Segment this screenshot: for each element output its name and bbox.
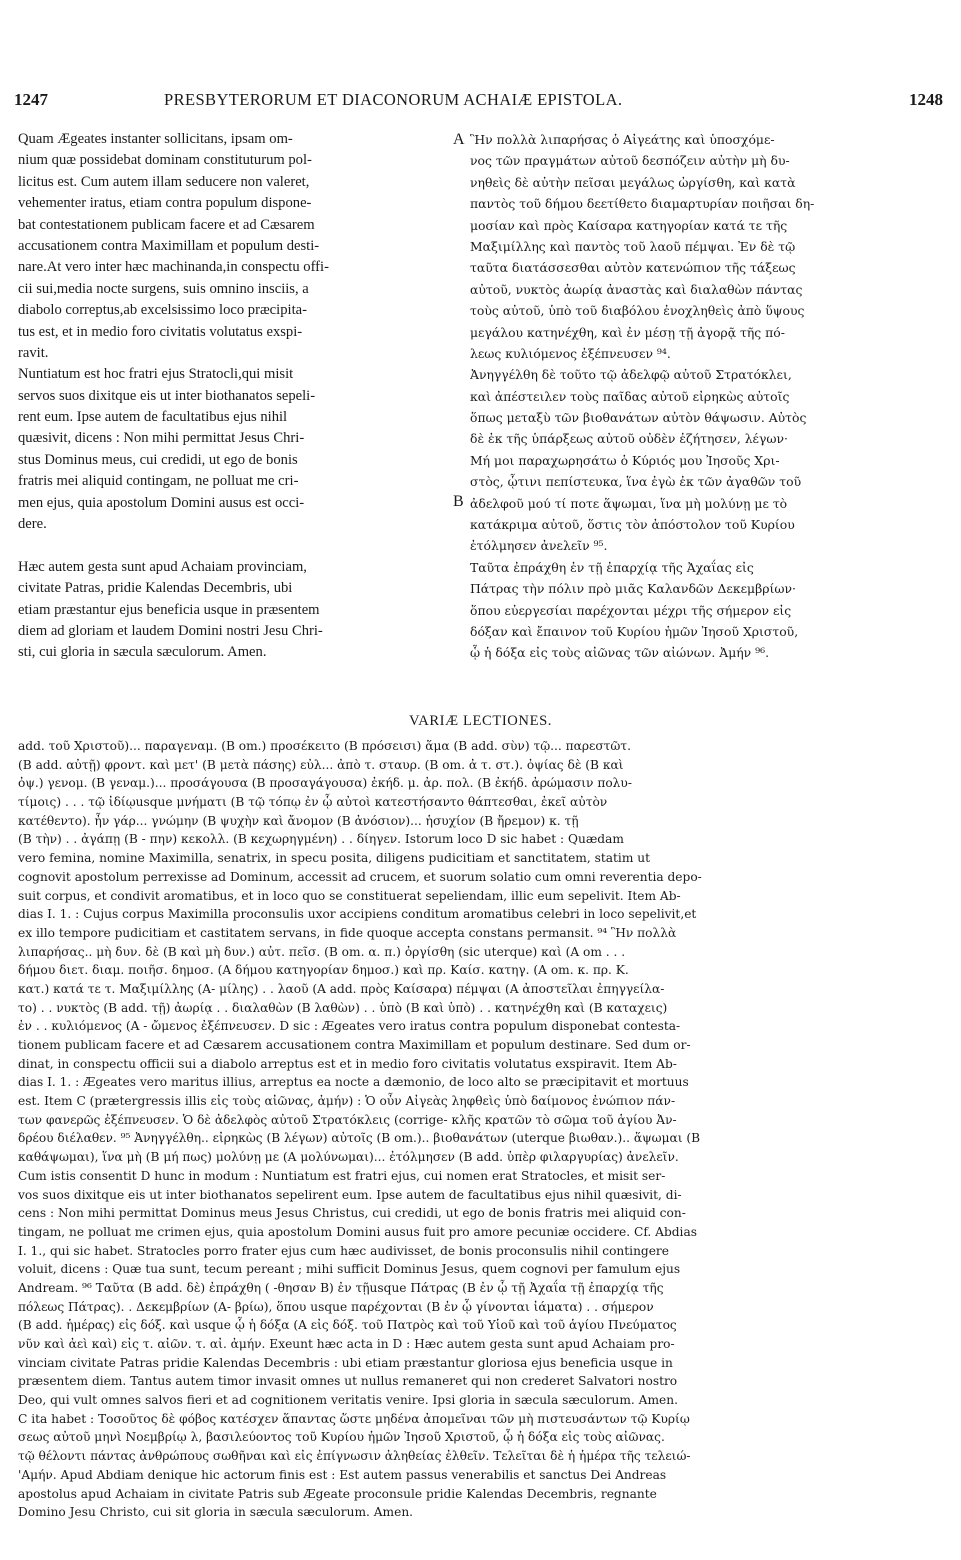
latin-text-line: Quam Ægeates instanter sollicitans, ipsam om- (18, 131, 293, 147)
variant-reading-line: præsentem diem. Tantus autem timor invasit omnes ut nullus remaneret qui non crederet Salvatori nostro (18, 1374, 678, 1389)
variant-reading-line: vinciam civitate Patras pridie Kalendas Decembris : ubi etiam præstantur gloriosa ejus beneficia usque in (18, 1355, 673, 1370)
latin-column (18, 129, 448, 664)
latin-text-line: vehementer iratus, etiam contra populum dispone- (18, 195, 312, 212)
page-number-left: 1247 (14, 90, 48, 109)
greek-text-line: Ταῦτα ἐπράχθη ἐν τῇ ἐπαρχίᾳ τῆς Ἀχαΐας εἰς (470, 559, 754, 575)
greek-text-line: δὲ ἐκ τῆς ὑπάρξεως αὐτοῦ οὐδὲν ἐζήτησεν, λέγων· (470, 431, 788, 447)
section-marker-b: B (453, 493, 464, 510)
greek-text-line: τοὺς αὐτοῦ, ὑπὸ τοῦ διαβόλου ἐνοχληθεὶς ἀπὸ ὕψους (470, 303, 805, 319)
variant-reading-line: vero femina, nomine Maximilla, senatrix, in specu posita, diligens pudicitiam et sanctitatem, statim ut (18, 851, 651, 866)
variant-reading-line: suit corpus, et condivit aromatibus, et in loco quo se constituerat sepeliendam, illic eum sepelivit. Item Ab- (18, 888, 681, 903)
latin-text-line: sti, cui gloria in sæcula sæculorum. Amen. (18, 644, 267, 661)
variant-reading-line: tingam, ne polluat me crimen ejus, quia apostolum Domini ausus fuit pro amore pecuniæ occidere. Cf. Abdias (18, 1224, 697, 1239)
variant-reading-line: δρέου διέλαθεν. ⁹⁵ Ἀνηγγέλθη.. εἰρηκὼς (B λέγων) αὐτοῖς (B om.).. βιοθανάτων (uterque βιωθαν.).. ἅψωμαι (B (18, 1131, 701, 1146)
variant-reading-line: κατέθεντο). ἦν γάρ... γνώμην (B ψυχὴν καὶ ἄνομον (B ἀνόσιον)... ἡσυχίον (B ἤρεμον) κ. τῇ (18, 813, 579, 828)
variant-reading-line: add. τοῦ Χριστοῦ)... παραγεναμ. (B om.) προσέκειτο (B πρόσεισι) ἅμα (B add. σὺν) τῷ... παρεστῶτ. (18, 739, 631, 753)
latin-text-line: ravit. (18, 344, 49, 361)
variant-reading-line: ὀψ.) γενομ. (B γεναμ.)... προσάγουσα (B προσαγάγουσα) ἐκήδ. μ. ἀρ. πολ. (B ἐκήδ. ἀρώμασιν πολυ- (18, 776, 632, 791)
greek-text-line: Ἀνηγγέλθη δὲ τοῦτο τῷ ἀδελφῷ αὐτοῦ Στρατόκλει, (470, 367, 792, 383)
greek-text-line: ταῦτα διατάσσεσθαι αὐτὸν κατενώπιον τῆς τάξεως (470, 260, 796, 276)
greek-text-line: ἀδελφοῦ μού τί ποτε ἅψωμαι, ἵνα μὴ μολύνῃ με τὸ (470, 495, 788, 511)
variant-reading-line: πόλεως Πάτρας). . Δεκεμβρίων (A- βρίω), ὅπου usque παρέχονται (B ἐν ᾧ γίνονται ἰάματα) . . σήμερον (18, 1299, 654, 1314)
latin-text-line: dere. (18, 516, 47, 533)
greek-text-line: ᾧ ἡ δόξα εἰς τοὺς αἰῶνας τῶν αἰώνων. Ἀμήν ⁹⁶. (470, 645, 770, 661)
latin-text-line: tus est, et in medio foro civitatis volutatus exspi- (18, 323, 303, 340)
variant-reading-line: (B add. αὐτῇ) φροντ. καὶ μετ' (B μετὰ πάσης) εὐλ... ἀπὸ τ. σταυρ. (B om. ἀ τ. στ.). ὀψίας δὲ (B καὶ (18, 757, 624, 772)
greek-text-line: μοσίαν καὶ πρὸς Καίσαρα κατηγορίαν κατά τε τῆς (470, 217, 788, 233)
variant-reading-line: Andream. ⁹⁶ Ταῦτα (B add. δὲ) ἐπράχθη ( -θησαν B) ἐν τῇusque Πάτρας (B ἐν ᾧ τῇ Ἀχαΐα τῇ ἐπαρχίᾳ τῆς (18, 1280, 664, 1295)
variant-reading-line: ex illo tempore pudicitiam et castitatem servans, in fide quoque accepta constans permansit. ⁹⁴ Ἣν πολλὰ (18, 925, 677, 940)
variant-reading-line: Deo, qui vult omnes salvos fieri et ad cognitionem veritatis venire. Ipsi gloria in sæcula sæculorum. Amen. (18, 1393, 678, 1408)
variant-reading-line: dias I. 1. : Ægeates vero maritus illius, arreptus ea nocte a dæmonio, de loco alto se præcipitavit et mortuus (18, 1075, 689, 1090)
variant-reading-line: ἐν . . κυλιόμενος (A - ὤμενος ἐξέπνευσεν. D sic : Ægeates vero iratus contra populum disponebat contesta- (18, 1019, 681, 1034)
variant-reading-line: καθάψωμαι), ἵνα μὴ (B μή πως) μολύνῃ με (A μολύνωμαι)... ἐτόλμησεν (B add. ὑπὲρ φιλαργυρίας) ἀνελεῖν. (18, 1150, 679, 1165)
variant-reading-line: σεως αὐτοῦ μηνὶ Νοεμβρίῳ λ, βασιλεύοντος τοῦ Κυρίου ἡμῶν Ἰησοῦ Χριστοῦ, ᾧ ἡ δόξα εἰς τοὺς αἰῶνας. (18, 1430, 665, 1445)
latin-text-line: civitate Patras, pridie Kalendas Decembris, ubi (18, 580, 293, 597)
variae-lectiones-heading: VARIÆ LECTIONES. (408, 713, 553, 729)
variant-reading-line: νῦν καὶ ἀεὶ καὶ) εἰς τ. αἰῶν. τ. αἰ. ἀμήν. Exeunt hæc acta in D : Hæc autem gesta sunt apud Achaiam pro- (18, 1337, 675, 1351)
greek-text-line: νος τῶν πραγμάτων αὐτοῦ δεσπόζειν αὐτὴν μὴ δυ- (470, 153, 790, 169)
latin-text-line: licitus est. Cum autem illam seducere non valeret, (18, 173, 310, 190)
greek-text-line: Μαξιμίλλης καὶ παντὸς τοῦ λαοῦ πέμψαι. Ἐν δὲ τῷ (470, 238, 796, 254)
latin-text-line: diem ad gloriam et laudem Domini nostri Jesu Chri- (18, 622, 323, 639)
variant-reading-line: dinat, in conspectu officii sui a diabolo arreptus est et in medio foro civitatis volutatus exspiravit. Item Ab- (18, 1056, 677, 1071)
latin-text-line: Hæc autem gesta sunt apud Achaiam provinciam, (18, 558, 307, 575)
greek-text-line: αὐτοῦ, νυκτὸς ἀωρίᾳ ἀναστὰς καὶ διαλαθὼν πάντας (470, 281, 803, 297)
latin-text-line: servos suos dixitque eis ut inter biothanatos sepeli- (18, 387, 316, 404)
greek-text-line: στὸς, ᾧτινι πεπίστευκα, ἵνα ἐγὼ ἐκ τῶν ἀγαθῶν τοῦ (470, 474, 802, 490)
variant-reading-line: tionem publicam facere et ad Cæsarem accusationem contra Maximillam et populum destinare. Sed dum or- (18, 1038, 691, 1052)
variant-reading-line: dias I. 1. : Cujus corpus Maximilla proconsulis uxor accipiens conditum aromatibus celebri in loco sepelivit,et (18, 907, 697, 922)
variant-reading-line: apostolus apud Achaiam in civitate Patris sub Ægeate proconsule pridie Kalendas Decembris, regnante (18, 1486, 657, 1501)
greek-text-line: λεως κυλιόμενος ἐξέπνευσεν ⁹⁴. (470, 345, 671, 361)
variant-reading-line: cens : Non mihi permittat Dominus meus Jesus Christus, cui credidi, ut ego de bonis fratris mei aliquid con- (18, 1206, 686, 1221)
greek-text-line: ἐτόλμησεν ἀνελεῖν ⁹⁵. (470, 538, 608, 554)
latin-text-line: stus Dominus meus, cui credidi, ut ego de bonis (18, 451, 298, 468)
greek-text-line: ὅπως μεταξὺ τῶν βιοθανάτων αὐτὸν θάψωσιν. Αὐτὸς (470, 410, 807, 426)
variant-reading-line: est. Item C (prætergressis illis εἰς τοὺς αἰῶνας, ἀμήν) : Ὁ οὖν Αἰγεὰς ληφθεὶς ὑπὸ δαίμονος ἐνώπιον πάν- (18, 1094, 676, 1109)
greek-text-line: Μή μοι παραχωρησάτω ὁ Κύριός μου Ἰησοῦς Χρι- (470, 452, 780, 468)
latin-text-line: fratris mei aliquid contingam, ne polluat me cri- (18, 473, 299, 490)
greek-text-line: Πάτρας τὴν πόλιν πρὸ μιᾶς Καλανδῶν Δεκεμβρίων· (470, 581, 796, 597)
latin-text-line: bat contestationem publicam facere et ad Cæsarem (18, 216, 315, 233)
greek-column (470, 129, 948, 664)
variant-reading-line: vos suos dixitque eis ut inter biothanatos sepelirent eum. Ipse autem de facultatibus ejus nihil quæsivit, di- (18, 1187, 682, 1202)
variant-readings (18, 737, 948, 1522)
latin-text-line: nium quæ possidebat dominam constituturum pol- (18, 152, 312, 169)
variant-reading-line: (B τὴν) . . ἀγάπῃ (B - πην) κεκολλ. (B κεχωρηγμένη) . . δίηγεν. Istorum loco D sic habet : Quædam (18, 832, 624, 847)
latin-text-line: etiam præstantur ejus beneficia usque in præsentem (18, 601, 320, 618)
greek-text-line: καὶ ἀπέστειλεν τοὺς παῖδας αὐτοῦ εἰρηκὼς αὐτοῖς (470, 388, 790, 404)
variant-reading-line: δήμου διετ. διαμ. ποιῆσ. δημοσ. (A δήμου κατηγορίαν δημοσ.) καὶ πρ. Καίσ. κατηγ. (A om. κ. πρ. Κ. (18, 963, 629, 978)
page-title: PRESBYTERORUM ET DIACONORUM ACHAIÆ EPISTOLA. (164, 90, 623, 109)
variant-reading-line: Cum istis consentit D hunc in modum : Nuntiatum est fratri ejus, cui nomen erat Stratocles, et misit ser- (18, 1168, 666, 1183)
variant-reading-line: I. 1., qui sic habet. Stratocles porro frater ejus cum hæc audivisset, de bonis proconsulis nihil contingere (18, 1243, 669, 1258)
latin-text-line: Nuntiatum est hoc fratri ejus Stratocli,qui misit (18, 366, 294, 383)
section-marker-a: A (453, 131, 465, 148)
latin-text-line: diabolo correptus,ab excelsissimo loco præcipita- (18, 302, 307, 319)
variant-reading-line: voluit, dicens : Quæ tua sunt, tecum pereant ; mihi sufficit Dominus Jesus, quem cognovi per famulum ejus (18, 1262, 681, 1277)
latin-text-line: quæsivit, dicens : Non mihi permittat Jesus Chri- (18, 430, 305, 447)
variant-reading-line: 'Αμήν. Apud Abdiam denique hic actorum finis est : Est autem passus venerabilis et sanctus Dei Andreas (18, 1467, 667, 1482)
latin-text-line (18, 535, 448, 556)
greek-text-line: παντὸς τοῦ δήμου δεετίθετο διαμαρτυρίαν ποιῆσαι δη- (470, 196, 815, 212)
variant-reading-line: λιπαρήσας.. μὴ δυν. δὲ (B καὶ μὴ δυν.) αὐτ. πεῖσ. (B om. α. π.) ὀργίσθη (sic uterque) καὶ (A om . . . (18, 944, 626, 959)
latin-text-line: men ejus, quia apostolum Domini ausus est occi- (18, 494, 305, 511)
latin-text-line: rent eum. Ipse autem de facultatibus ejus nihil (18, 409, 288, 426)
greek-text-line: κατάκριμα αὐτοῦ, ὅστις τὸν ἀπόστολον τοῦ Κυρίου (470, 517, 795, 533)
variant-reading-line: των φανερῶς ἐξέπνευσεν. Ὁ δὲ ἀδελφὸς αὐτοῦ Στρατόκλεις (corrige- κλῆς κρατῶν τὸ σῶμα τοῦ ἁγίου Ἀν- (18, 1112, 677, 1127)
variant-reading-line: C ita habet : Τοσοῦτος δὲ φόβος κατέσχεν ἅπαντας ὥστε μηδένα ἀπομεῖναι τῶν μὴ πιστευσάντων τῷ Κυρίῳ (18, 1411, 690, 1426)
greek-text-line: δόξαν καὶ ἔπαινον τοῦ Κυρίου ἡμῶν Ἰησοῦ Χριστοῦ, (470, 623, 799, 639)
variant-reading-line: το) . . νυκτὸς (B add. τῇ) ἀωρίᾳ . . διαλαθὼν (B λαθὼν) . . ὑπὸ (B καὶ ὑπὸ) . . κατηνέχθη καὶ (B καταχεις) (18, 1000, 668, 1015)
variant-reading-line: cognovit apostolum perrexisse ad Dominum, accessit ad crucem, et suorum solatio cum omni reverentia depo- (18, 869, 702, 884)
variant-reading-line: τίμοις) . . . τῷ ἰδίῳusque μνήματι (B τῷ τόπῳ ἐν ᾧ αὐτοὶ κατεστήσαντο θάπτεσθαι, ἐκεῖ αὐτὸν (18, 795, 608, 810)
variant-reading-line: κατ.) κατά τε τ. Μαξιμίλλης (A- μίλης) . . λαοῦ (A add. πρὸς Καίσαρα) πέμψαι (A ἀποστεῖλαι ἐπηγγείλα- (18, 981, 665, 996)
greek-text-line: Ἣν πολλὰ λιπαρήσας ὁ Αἰγεάτης καὶ ὑποσχόμε- (470, 132, 775, 147)
variant-reading-line: Domino Jesu Christo, cui sit gloria in sæcula sæculorum. Amen. (18, 1505, 414, 1520)
variant-reading-line: τῷ θέλοντι πάντας ἀνθρώπους σωθῆναι καὶ εἰς ἐπίγνωσιν ἀληθείας ἐλθεῖν. Τελεῖται δὲ ἡ ἡμέρα τῆς τελειώ- (18, 1449, 691, 1464)
greek-text-line: νηθεὶς δὲ αὐτὴν πεῖσαι μεγάλως ὠργίσθη, καὶ κατὰ (470, 174, 796, 190)
latin-text-line: nare.At vero inter hæc machinanda,in conspectu offi- (18, 259, 329, 276)
page-number-right: 1248 (909, 90, 943, 109)
latin-text-line: accusationem contra Maximillam et populum desti- (18, 237, 320, 254)
variant-reading-line: (B add. ἡμέρας) εἰς δόξ. καὶ usque ᾧ ἡ δόξα (A εἰς δόξ. τοῦ Πατρὸς καὶ τοῦ Υἱοῦ καὶ τοῦ ἁγίου Πνεύματος (18, 1318, 677, 1333)
running-head (14, 90, 943, 112)
greek-text-line: μεγάλου κατηνέχθη, καὶ ἐν μέσῃ τῇ ἀγορᾷ τῆς πό- (470, 324, 785, 340)
greek-text-line: ὅπου εὐεργεσίαι παρέχονται μέχρι τῆς σήμερον εἰς (470, 602, 792, 618)
latin-text-line: cii sui,media nocte surgens, suis omnino insciis, a (18, 280, 309, 297)
